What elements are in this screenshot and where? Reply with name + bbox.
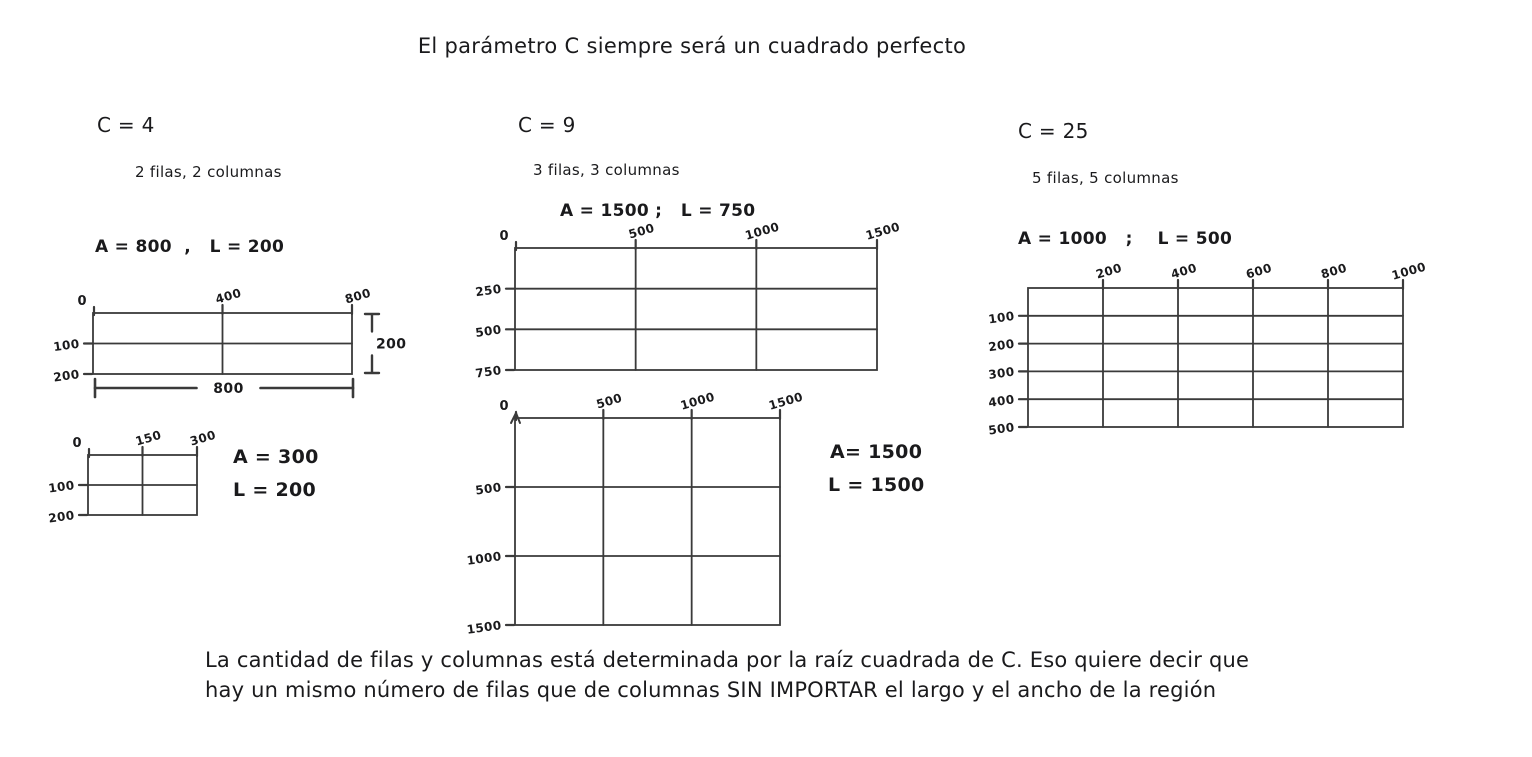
axis-label: 400 (987, 392, 1016, 410)
c9-square-grid-label-l: L = 1500 (828, 474, 925, 496)
axis-label: 400 (1169, 260, 1199, 282)
axis-label: 200 (52, 367, 81, 385)
c4-small-grid-label-l: L = 200 (233, 479, 317, 501)
axis-label: 150 (133, 427, 163, 449)
axis-label: 600 (1244, 260, 1274, 282)
axis-label: 200 (47, 508, 76, 526)
section-c4-subheading: 2 filas, 2 columnas (135, 163, 282, 181)
section-c25-params: A = 1000 ; L = 500 (1018, 229, 1233, 249)
page-title: El parámetro C siempre será un cuadrado perfecto (417, 34, 967, 58)
axis-label: 200 (1094, 260, 1124, 282)
section-c9-params: A = 1500 ; L = 750 (560, 201, 756, 221)
axis-label: 100 (47, 478, 76, 496)
axis-label: 0 (499, 399, 509, 414)
axis-label: 0 (72, 436, 82, 451)
section-c9-subheading: 3 filas, 3 columnas (533, 161, 680, 179)
axis-label: 400 (213, 285, 243, 307)
section-c25-heading: C = 25 (1018, 119, 1089, 143)
axis-label: 250 (474, 281, 503, 300)
axis-label: 1500 (465, 618, 503, 637)
section-c9-heading: C = 9 (518, 113, 576, 137)
section-c25-subheading: 5 filas, 5 columnas (1032, 169, 1179, 187)
axis-label: 0 (499, 229, 509, 244)
axis-label: 100 (52, 336, 81, 355)
axis-label: 500 (627, 220, 657, 242)
axis-label: 1000 (465, 549, 503, 568)
footer-line-2: hay un mismo número de filas que de columnas SIN IMPORTAR el largo y el ancho de la región (205, 678, 1217, 702)
axis-label: 1000 (743, 219, 781, 243)
section-c4-heading: C = 4 (97, 113, 155, 137)
grid-c25-grid (966, 246, 1475, 479)
axis-label: 200 (376, 336, 407, 353)
grid-c4-small (26, 413, 269, 567)
grid-c9-square (453, 376, 852, 677)
axis-label: 0 (77, 294, 87, 309)
c9-square-grid-label-a: A= 1500 (830, 441, 923, 463)
footer-line-1: La cantidad de filas y columnas está determinada por la raíz cuadrada de C. Eso quiere decir que (205, 648, 1250, 672)
axis-label: 1500 (767, 389, 805, 413)
axis-label: 300 (188, 427, 218, 449)
axis-label: 1500 (864, 219, 902, 243)
axis-label: 800 (343, 285, 373, 307)
axis-label: 500 (987, 420, 1016, 438)
axis-label: 1000 (678, 389, 717, 413)
grid-c4-main (31, 271, 424, 426)
axis-label: 800 (1319, 260, 1349, 282)
axis-label: 800 (213, 381, 244, 397)
axis-label: 300 (987, 364, 1016, 383)
axis-label: 500 (594, 390, 624, 412)
c4-small-grid-label-a: A = 300 (233, 446, 319, 468)
axis-label: 1000 (1390, 259, 1428, 283)
axis-label: 500 (474, 480, 503, 498)
axis-label: 200 (987, 336, 1016, 355)
axis-label: 500 (474, 322, 503, 340)
footer-note (205, 645, 1249, 705)
axis-label: 750 (474, 363, 503, 381)
axis-label: 100 (987, 308, 1016, 327)
section-c4-params: A = 800 , L = 200 (95, 237, 285, 257)
